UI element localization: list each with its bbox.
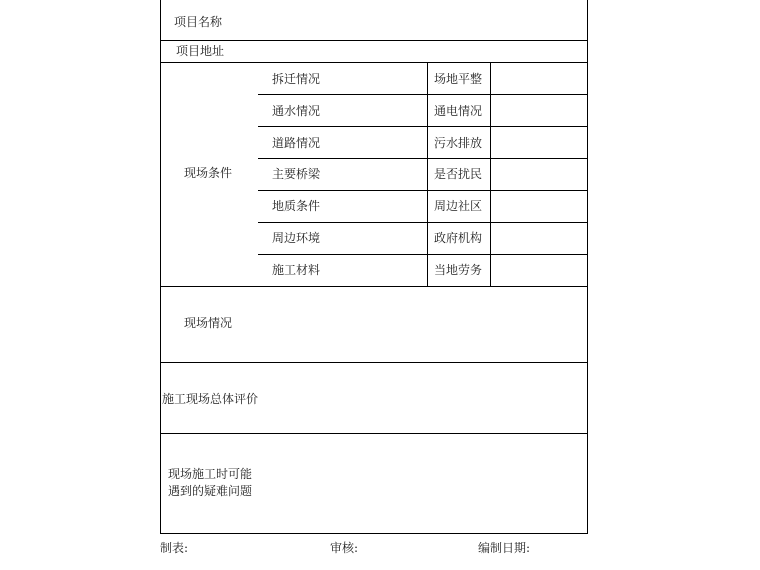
row-divider [160, 362, 588, 363]
row-divider [160, 62, 588, 63]
condition-left-label: 通水情况 [272, 104, 321, 118]
difficulties-label-line2: 遇到的疑难问题 [168, 484, 253, 498]
row-divider [160, 286, 588, 287]
column-divider [427, 62, 428, 286]
row-divider [160, 40, 588, 41]
overall-evaluation-label: 施工现场总体评价 [162, 392, 259, 406]
condition-right-label: 周边社区 [434, 199, 483, 213]
site-situation-label: 现场情况 [184, 316, 233, 330]
condition-right-label: 是否扰民 [434, 167, 483, 181]
prepared-by-label: 制表: [160, 541, 189, 555]
condition-right-label: 政府机构 [434, 231, 483, 245]
row-divider [258, 254, 588, 255]
site-survey-form [160, 0, 588, 534]
condition-right-label: 污水排放 [434, 136, 483, 150]
row-divider [258, 94, 588, 95]
row-divider [160, 533, 588, 534]
condition-left-label: 主要桥梁 [272, 167, 321, 181]
difficulties-label-line1: 现场施工时可能 [168, 467, 253, 481]
row-divider [258, 190, 588, 191]
row-divider [160, 433, 588, 434]
condition-right-label: 场地平整 [434, 72, 483, 86]
column-divider [490, 62, 491, 286]
reviewed-by-label: 审核: [330, 541, 359, 555]
condition-right-label: 通电情况 [434, 104, 483, 118]
project-address-label: 项目地址 [176, 44, 225, 58]
condition-left-label: 周边环境 [272, 231, 321, 245]
condition-left-label: 施工材料 [272, 263, 321, 277]
condition-left-label: 拆迁情况 [272, 72, 321, 86]
row-divider [258, 222, 588, 223]
prepared-date-label: 编制日期: [478, 541, 531, 555]
condition-right-label: 当地劳务 [434, 263, 483, 277]
form-left-border [160, 0, 161, 534]
row-divider [258, 158, 588, 159]
condition-left-label: 道路情况 [272, 136, 321, 150]
row-divider [258, 126, 588, 127]
form-right-border [587, 0, 588, 534]
condition-left-label: 地质条件 [272, 199, 321, 213]
project-name-label: 项目名称 [174, 15, 223, 29]
site-conditions-label: 现场条件 [184, 166, 233, 180]
